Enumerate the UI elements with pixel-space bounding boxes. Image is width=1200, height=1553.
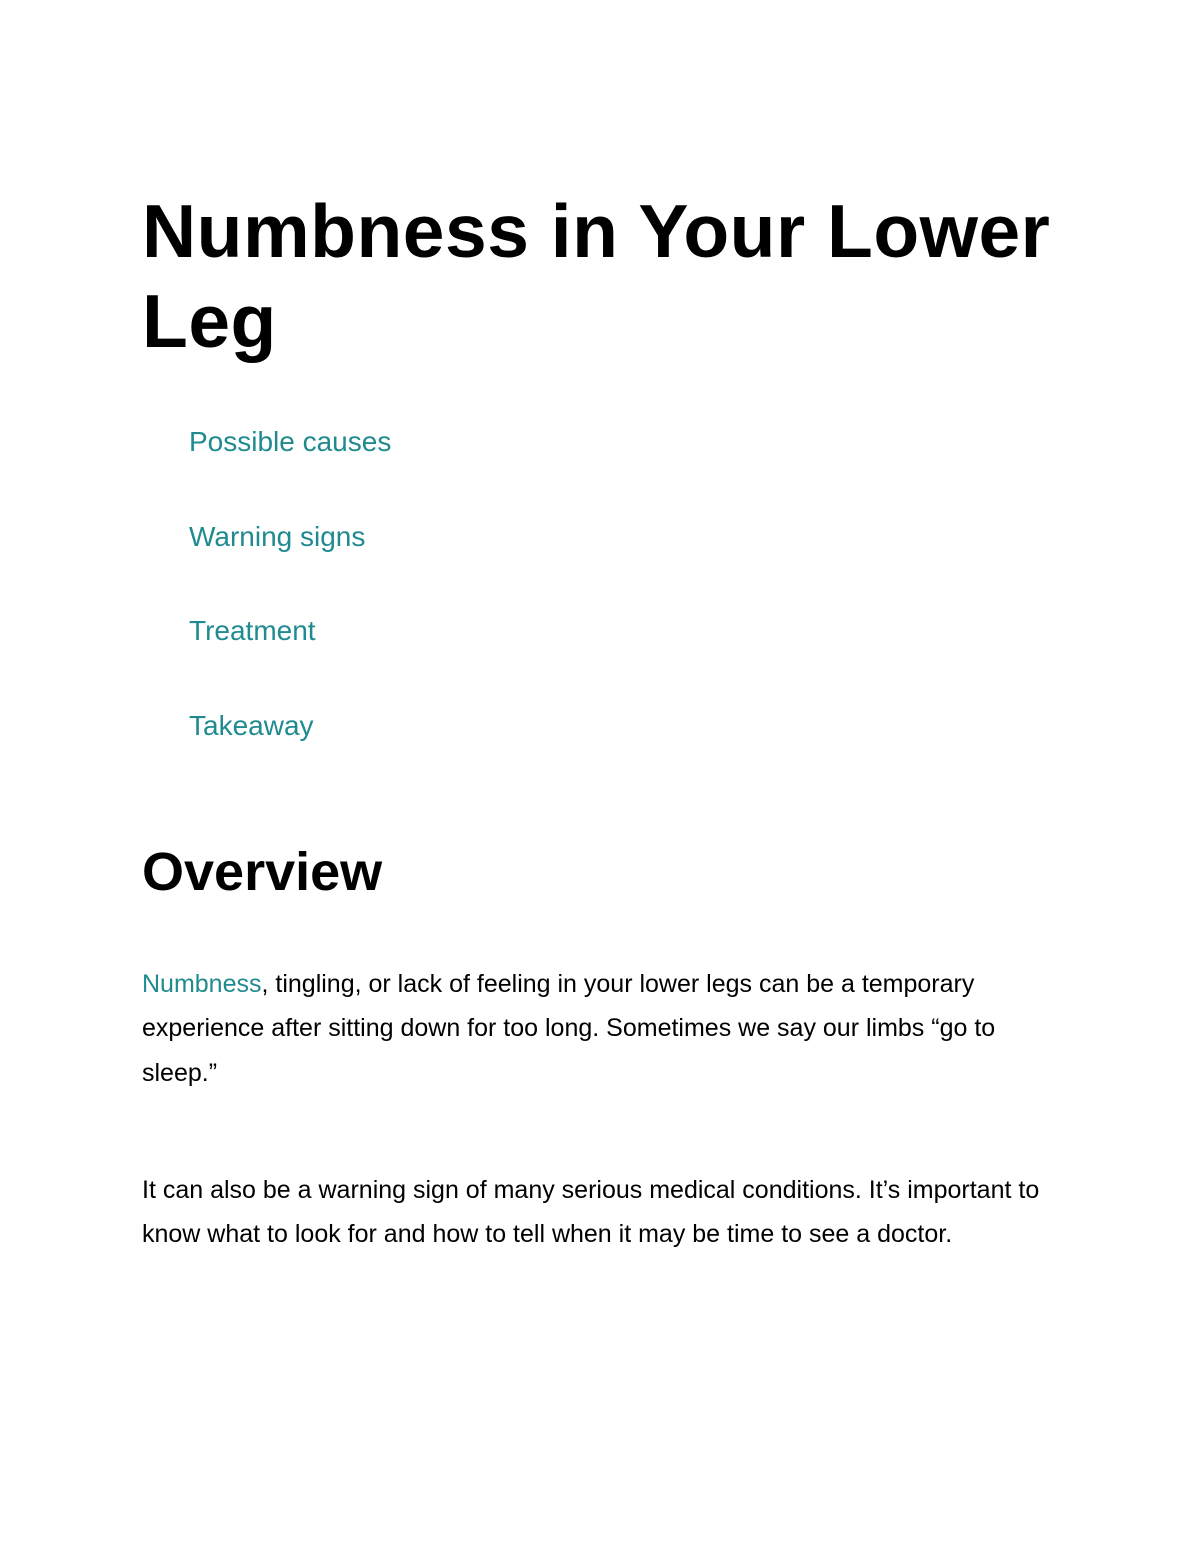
- toc-item: [189, 609, 391, 704]
- overview-paragraph-2: It can also be a warning sign of many serious medical conditions. It’s important to know what to look for and how to tell when it may be time to see a doctor.: [142, 1176, 1040, 1249]
- numbness-link[interactable]: Numbness: [142, 970, 262, 998]
- paragraph-1-text: , tingling, or lack of feeling in your lower legs can be a temporary experience after sitting down for too long. Sometimes we say our limbs “go to sleep.”: [142, 970, 996, 1087]
- table-of-contents: [189, 420, 391, 798]
- toc-item: [189, 704, 391, 799]
- toc-item: [189, 420, 391, 515]
- toc-link-treatment[interactable]: Treatment: [189, 615, 316, 646]
- overview-paragraph-1: [142, 962, 1062, 1095]
- overview-heading: Overview: [142, 842, 383, 902]
- toc-link-takeaway[interactable]: Takeaway: [189, 709, 314, 741]
- page-title: Numbness in Your Lower Leg: [142, 189, 1051, 363]
- toc-item: [189, 515, 391, 610]
- toc-link-warning-signs[interactable]: Warning signs: [189, 520, 366, 552]
- toc-link-possible-causes[interactable]: Possible causes: [189, 426, 392, 457]
